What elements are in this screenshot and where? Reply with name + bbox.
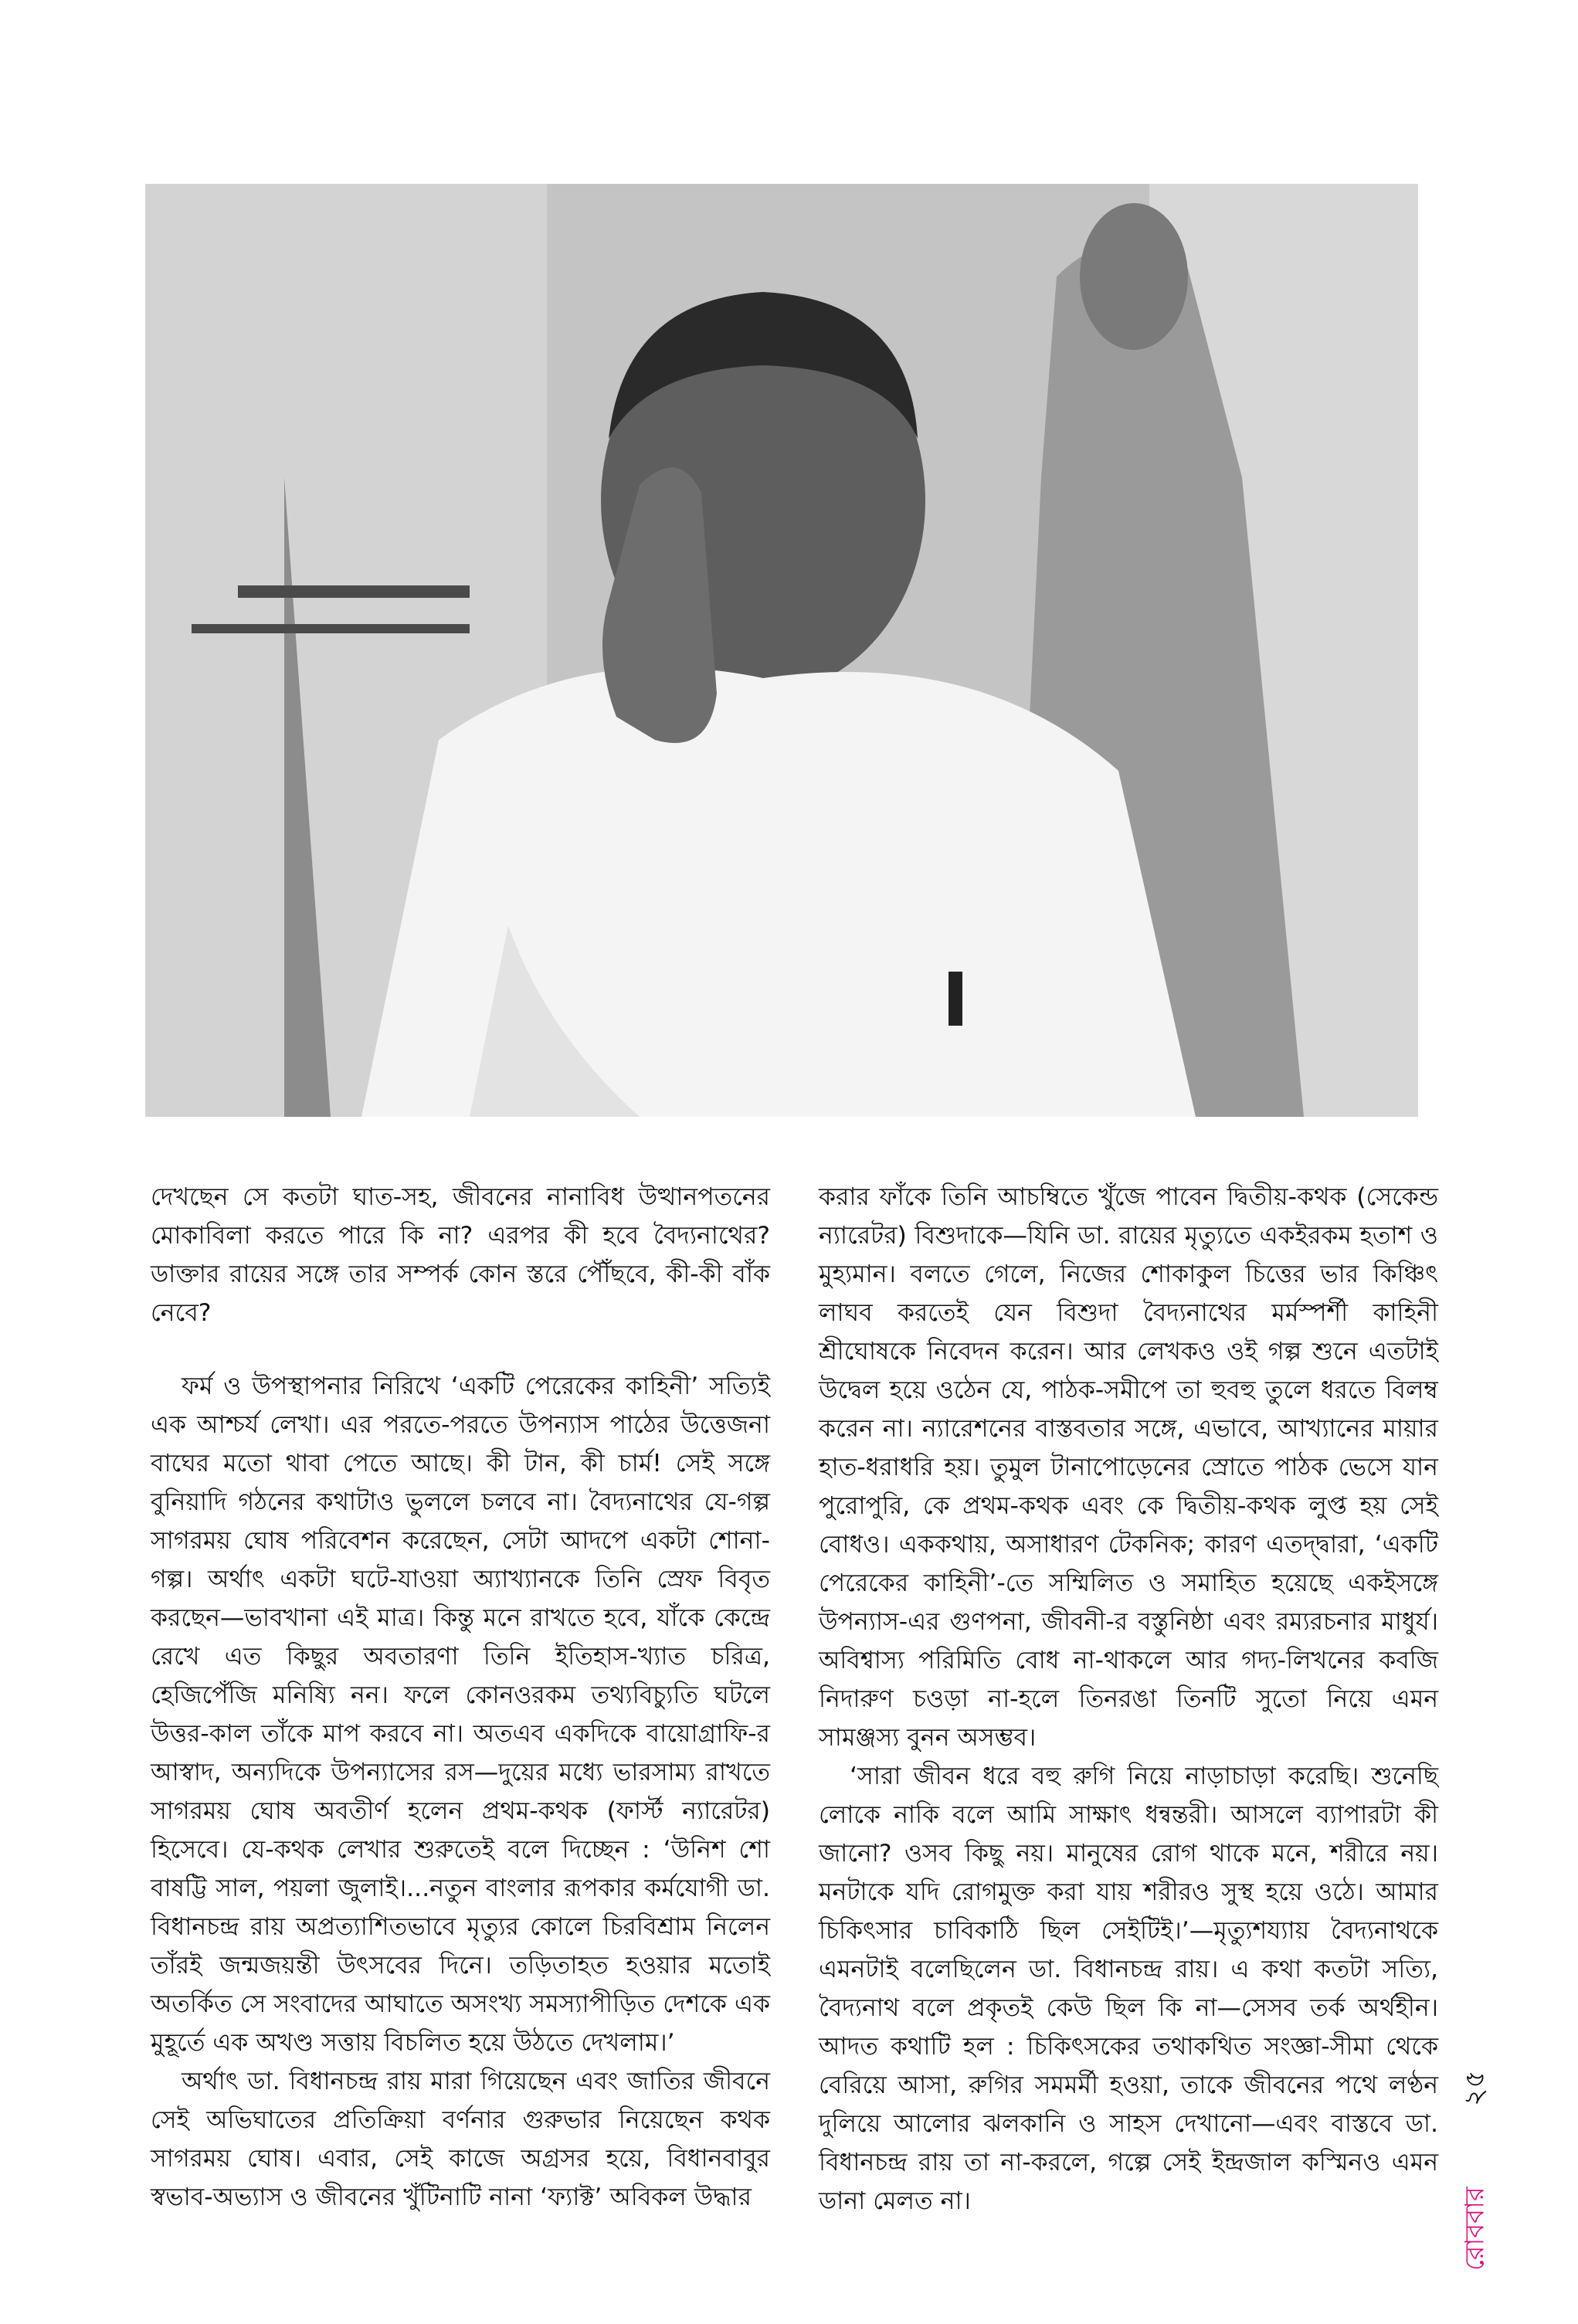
portrait-photo-illustration [145,184,1418,1117]
page-number: ২৫ [1459,2070,1491,2106]
paragraph: ‘সারা জীবন ধরে বহু রুগি নিয়ে নাড়াচাড়া করেছি। শুনেছি লোকে নাকি বলে আমি সাক্ষাৎ ধন্বন্তরী। আসলে ব্যাপারটা কী জানো? ওসব কিছু নয়। মানুষের রোগ থাকে মনে, শরীরে নয়। মনটাকে যদি রোগমুক্ত করা যায় শরীরও সুস্থ হয়ে ওঠে। আমার চিকিৎসার চাবিকাঠি ছিল সেইটিই।’—মৃত্যুশয্যায় বৈদ্যনাথকে এমনটাই বলেছিলেন ডা. বিধানচন্দ্র রায়। এ কথা কতটা সত্যি, বৈদ্যনাথ বলে প্রকৃতই কেউ ছিল কি না—সেসব তর্ক অর্থহীন। আদত কথাটি হল : চিকিৎসকের তথাকথিত সংজ্ঞা-সীমা থেকে বেরিয়ে আসা, রুগির সমমর্মী হওয়া, তাকে জীবনের পথে লণ্ঠন দুলিয়ে আলোর ঝলকানি ও সাহস দেখানো—এবং বাস্তবে ডা. বিধানচন্দ্র রায় তা না-করলে, গল্পে সেই ইন্দ্রজাল কস্মিনও এমন ডানা মেলত না। [819,1763,1438,2215]
article-column-left [151,1178,770,2217]
article-column-right [819,1178,1438,2221]
paragraph: দেখছেন সে কতটা ঘাত-সহ, জীবনের নানাবিধ উত্থানপতনের মোকাবিলা করতে পারে কি না? এরপর কী হবে বৈদ্যনাথের? ডাক্তার রায়ের সঙ্গে তার সম্পর্ক কোন স্তরে পৌঁছবে, কী-কী বাঁক নেবে? [151,1183,770,1327]
page-folio [1452,2070,1498,2271]
paragraph: করার ফাঁকে তিনি আচম্বিতে খুঁজে পাবেন দ্বিতীয়-কথক (সেকেন্ড ন্যারেটর) বিশুদাকে—যিনি ডা. রায়ের মৃত্যুতে একইরকম হতাশ ও মুহ্যমান। বলতে গেলে, নিজের শোকাকুল চিত্তের ভার কিঞ্চিৎ লাঘব করতেই যেন বিশুদা বৈদ্যনাথের মর্মস্পর্শী কাহিনী শ্রীঘোষকে নিবেদন করেন। আর লেখকও ওই গল্প শুনে এতটাই উদ্বেল হয়ে ওঠেন যে, পাঠক-সমীপে তা হুবহু তুলে ধরতে বিলম্ব করেন না। ন্যারেশনের বাস্তবতার সঙ্গে, এভাবে, আখ্যানের মায়ার হাত-ধরাধরি হয়। তুমুল টানাপোড়েনের স্রোতে পাঠক ভেসে যান পুরোপুরি, কে প্রথম-কথক এবং কে দ্বিতীয়-কথক লুপ্ত হয় সেই বোধও। এককথায়, অসাধারণ টেকনিক; কারণ এতদ্দ্বারা, ‘একটি পেরেকের কাহিনী’-তে সম্মিলিত ও সমাহিত হয়েছে একইসঙ্গে উপন্যাস-এর গুণপনা, জীবনী-র বস্তুনিষ্ঠা এবং রম্যরচনার মাধুর্য। অবিশ্বাস্য পরিমিতি বোধ না-থাকলে আর গদ্য-লিখনের কবজি নিদারুণ চওড়া না-হলে তিনরঙা তিনটি সুতো নিয়ে এমন সামঞ্জস্য বুনন অসম্ভব। [819,1183,1438,1752]
portrait-photo [145,184,1418,1117]
section-name: রোববার [1459,2187,1491,2271]
paragraph: অর্থাৎ ডা. বিধানচন্দ্র রায় মারা গিয়েছেন এবং জাতির জীবনে সেই অভিঘাতের প্রতিক্রিয়া বর্ণনার গুরুভার নিয়েছেন কথক সাগরময় ঘোষ। এবার, সেই কাজে অগ্রসর হয়ে, বিধানবাবুর স্বভাব-অভ্যাস ও জীবনের খুঁটিনাটি নানা ‘ফ্যাক্ট’ অবিকল উদ্ধার [151,2068,770,2211]
paragraph: ফর্ম ও উপস্থাপনার নিরিখে ‘একটি পেরেকের কাহিনী’ সত্যিই এক আশ্চর্য লেখা। এর পরতে-পরতে উপন্যাস পাঠের উত্তেজনা বাঘের মতো থাবা পেতে আছে। কী টান, কী চার্ম! সেই সঙ্গে বুনিয়াদি গঠনের কথাটাও ভুললে চলবে না। বৈদ্যনাথের যে-গল্প সাগরময় ঘোষ পরিবেশন করেছেন, সেটা আদপে একটা শোনা-গল্প। অর্থাৎ একটা ঘটে-যাওয়া অ্যাখ্যানকে তিনি স্রেফ বিবৃত করছেন—ভাবখানা এই মাত্র। কিন্তু মনে রাখতে হবে, যাঁকে কেন্দ্রে রেখে এত কিছুর অবতারণা তিনি ইতিহাস-খ্যাত চরিত্র, হেজিপেঁজি মনিষ্যি নন। ফলে কোনওরকম তথ্যবিচ্যুতি ঘটলে উত্তর-কাল তাঁকে মাপ করবে না। অতএব একদিকে বায়োগ্রাফি-র আস্বাদ, অন্যদিকে উপন্যাসের রস—দুয়ের মধ্যে ভারসাম্য রাখতে সাগরময় ঘোষ অবতীর্ণ হলেন প্রথম-কথক (ফার্স্ট ন্যারেটর) হিসেবে। যে-কথক লেখার শুরুতেই বলে দিচ্ছেন : ‘উনিশ শো বাষট্টি সাল, পয়লা জুলাই।...নতুন বাংলার রূপকার কর্মযোগী ডা. বিধানচন্দ্র রায় অপ্রত্যাশিতভাবে মৃত্যুর কোলে চিরবিশ্রাম নিলেন তাঁরই জন্মজয়ন্তী উৎসবের দিনে। তড়িতাহত হওয়ার মতোই অতর্কিত সে সংবাদের আঘাতে অসংখ্য সমস্যাপীড়িত দেশকে এক মুহূর্তে এক অখণ্ড সত্তায় বিচলিত হয়ে উঠতে দেখলাম।’ [151,1372,770,2057]
